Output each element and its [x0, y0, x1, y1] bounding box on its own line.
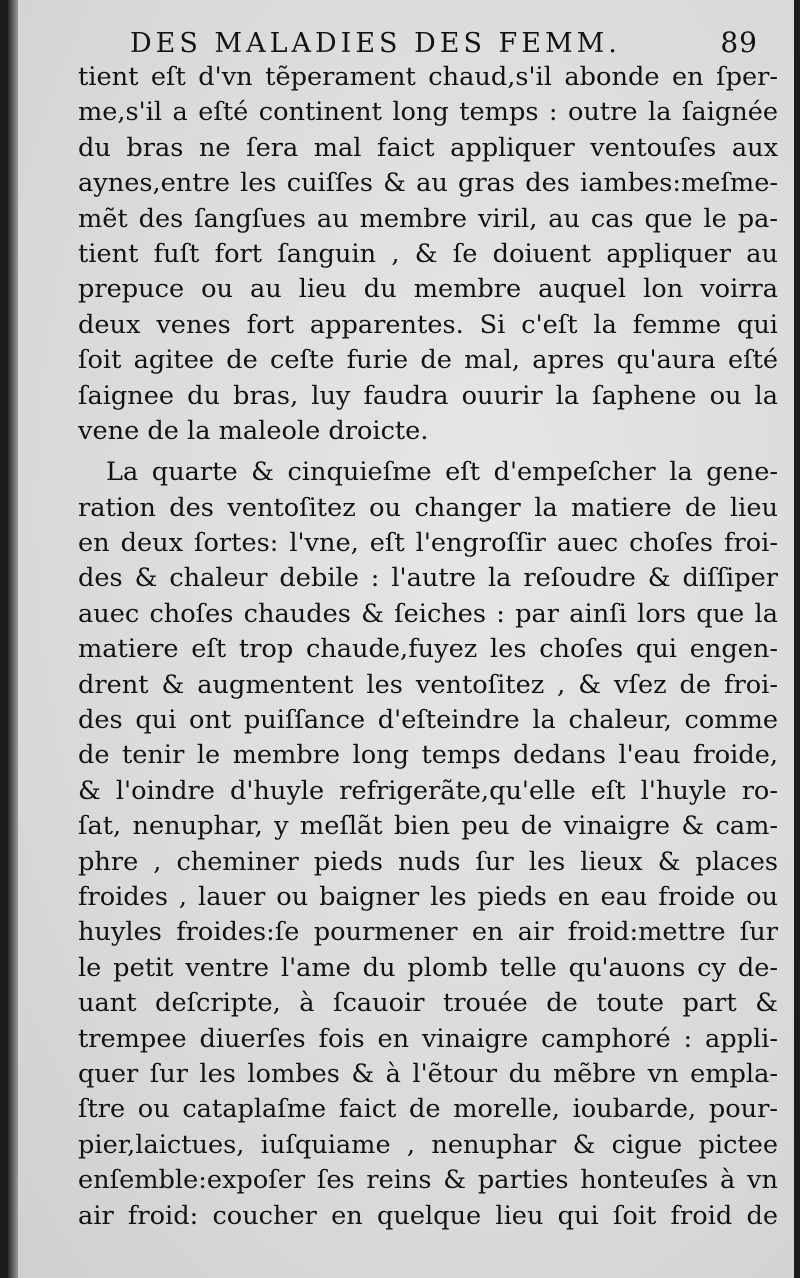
- text-line: drent & augmentent les ventoſitez , & vſez de froi-: [78, 669, 778, 700]
- text-line: uant deſcripte, à ſcauoir trouée de toute part &: [78, 988, 778, 1019]
- page-number: 89: [720, 26, 758, 59]
- paragraph-2: [78, 455, 778, 1234]
- text-line: tient fuſt fort ſanguin , & ſe doiuent appliquer au: [78, 238, 778, 269]
- text-line: me,s'il a eſté continent long temps : outre la ſaignée: [78, 97, 778, 128]
- page-gutter-shadow: [8, 0, 18, 1278]
- text-line: mẽt des ſangſues au membre viril, au cas que le pa-: [78, 203, 778, 234]
- text-line: deux venes fort apparentes. Si c'eſt la femme qui: [78, 309, 778, 340]
- running-head-title: DES MALADIES DES FEMM.: [130, 28, 621, 59]
- text-line: des qui ont puiſſance d'eſteindre la chaleur, comme: [78, 705, 778, 736]
- text-line: air froid: coucher en quelque lieu qui ſoit froid de: [78, 1200, 778, 1231]
- text-line: pier,laictues, iuſquiame , nenuphar & cigue pictee: [78, 1129, 778, 1160]
- text-line: le petit ventre l'ame du plomb telle qu'auons cy de-: [78, 952, 778, 983]
- text-line: aynes,entre les cuiſſes & au gras des iambes:meſme-: [78, 168, 778, 199]
- text-line: ſaignee du bras, luy faudra ouurir la ſaphene ou la: [78, 380, 778, 411]
- text-line: de tenir le membre long temps dedans l'eau froide,: [78, 740, 778, 771]
- text-line: froides , lauer ou baigner les pieds en eau froide ou: [78, 881, 778, 912]
- text-line: & l'oindre d'huyle refrigerãte,qu'elle eſt l'huyle ro-: [78, 775, 778, 806]
- text-line: enſemble:expoſer ſes reins & parties honteuſes à vn: [78, 1165, 778, 1196]
- text-line: matiere eſt trop chaude,fuyez les choſes qui engen-: [78, 634, 778, 665]
- text-line: ſat, nenuphar, y meſlãt bien peu de vinaigre & cam-: [78, 811, 778, 842]
- text-line: du bras ne ſera mal faict appliquer ventouſes aux: [78, 132, 778, 163]
- text-line: ration des ventoſitez ou changer la matiere de lieu: [78, 492, 778, 523]
- text-line: huyles froides:ſe pourmener en air froid:mettre ſur: [78, 917, 778, 948]
- text-line: en deux ſortes: l'vne, eſt l'engroſſir auec choſes froi-: [78, 528, 778, 559]
- text-line: des & chaleur debile : l'autre la reſoudre & diſſiper: [78, 563, 778, 594]
- book-page: [8, 0, 794, 1278]
- text-line: ſtre ou cataplaſme faict de morelle, ioubarde, pour-: [78, 1094, 778, 1125]
- text-line: vene de la maleole droicte.: [78, 415, 429, 446]
- text-line: trempee diuerſes fois en vinaigre camphoré : appli-: [78, 1023, 778, 1054]
- text-line: prepuce ou au lieu du membre auquel lon voirra: [78, 274, 778, 305]
- text-line: quer ſur les lombes & à l'ẽtour du mẽbre vn empla-: [78, 1058, 778, 1089]
- text-line: ſoit agitee de ceſte furie de mal, apres qu'aura eſté: [78, 345, 778, 376]
- text-line: phre , cheminer pieds nuds ſur les lieux & places: [78, 846, 778, 877]
- text-line: auec choſes chaudes & ſeiches : par ainſi lors que la: [78, 598, 778, 629]
- paragraph-1: [78, 60, 778, 449]
- text-line: tient eſt d'vn tẽperament chaud,s'il abonde en ſper-: [78, 62, 778, 92]
- text-line: La quarte & cinquieſme eſt d'empeſcher la gene-: [106, 457, 778, 488]
- body-text: [78, 60, 778, 1234]
